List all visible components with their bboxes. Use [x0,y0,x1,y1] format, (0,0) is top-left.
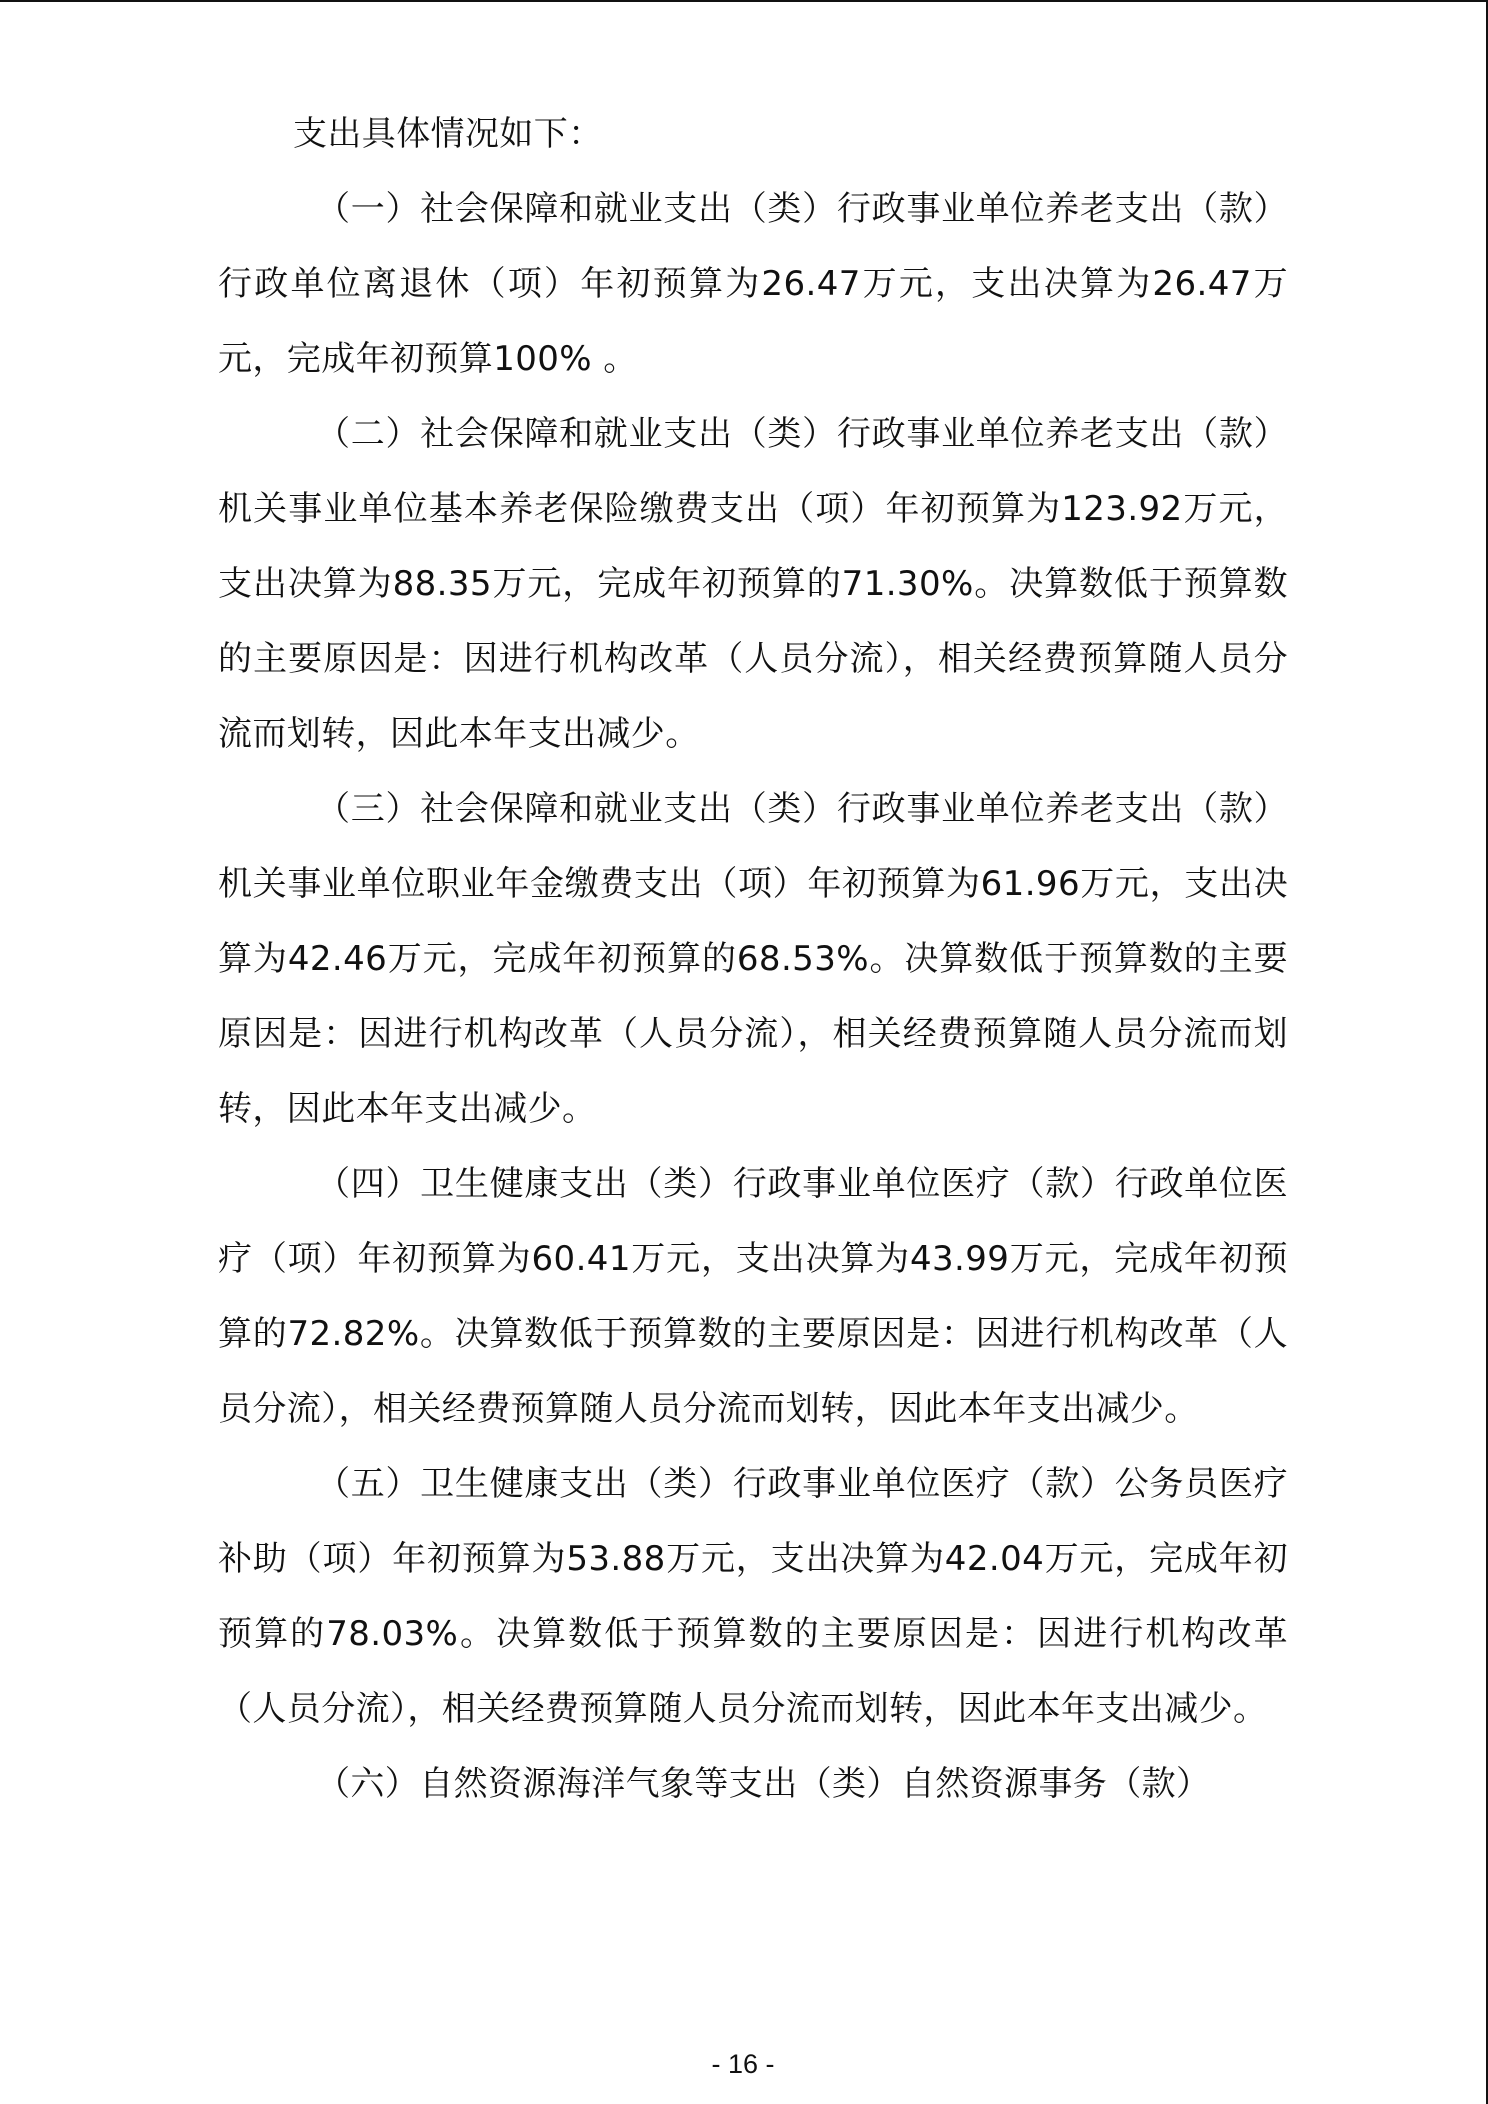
page-number: - 16 - [711,2049,775,2079]
paragraph-2: （二）社会保障和就业支出（类）行政事业单位养老支出（款）机关事业单位基本养老保险缴费支出（项）年初预算为123.92万元，支出决算为88.35万元，完成年初预算的71.30%。决算数低于预算数的主要原因是：因进行机构改革（人员分流），相关经费预算随人员分流而划转，因此本年支出减少。 [218,414,1288,754]
paragraph-4: （四）卫生健康支出（类）行政事业单位医疗（款）行政单位医疗（项）年初预算为60.41万元，支出决算为43.99万元，完成年初预算的72.82%。决算数低于预算数的主要原因是：因进行机构改革（人员分流），相关经费预算随人员分流而划转，因此本年支出减少。 [218,1164,1288,1429]
paragraph-3: （三）社会保障和就业支出（类）行政事业单位养老支出（款）机关事业单位职业年金缴费支出（项）年初预算为61.96万元，支出决算为42.46万元，完成年初预算的68.53%。决算数低于预算数的主要原因是：因进行机构改革（人员分流），相关经费预算随人员分流而划转，因此本年支出减少。 [218,789,1288,1129]
paragraph-1: （一）社会保障和就业支出（类）行政事业单位养老支出（款）行政单位离退休（项）年初预算为26.47万元，支出决算为26.47万元，完成年初预算100% 。 [218,189,1288,379]
paragraph-6: （六）自然资源海洋气象等支出（类）自然资源事务（款） [316,1764,1211,1804]
document-body [218,97,1288,1822]
intro-paragraph: 支出具体情况如下： [293,114,603,154]
paragraph-5: （五）卫生健康支出（类）行政事业单位医疗（款）公务员医疗补助（项）年初预算为53.88万元，支出决算为42.04万元，完成年初预算的78.03%。决算数低于预算数的主要原因是：因进行机构改革（人员分流），相关经费预算随人员分流而划转，因此本年支出减少。 [218,1464,1288,1729]
